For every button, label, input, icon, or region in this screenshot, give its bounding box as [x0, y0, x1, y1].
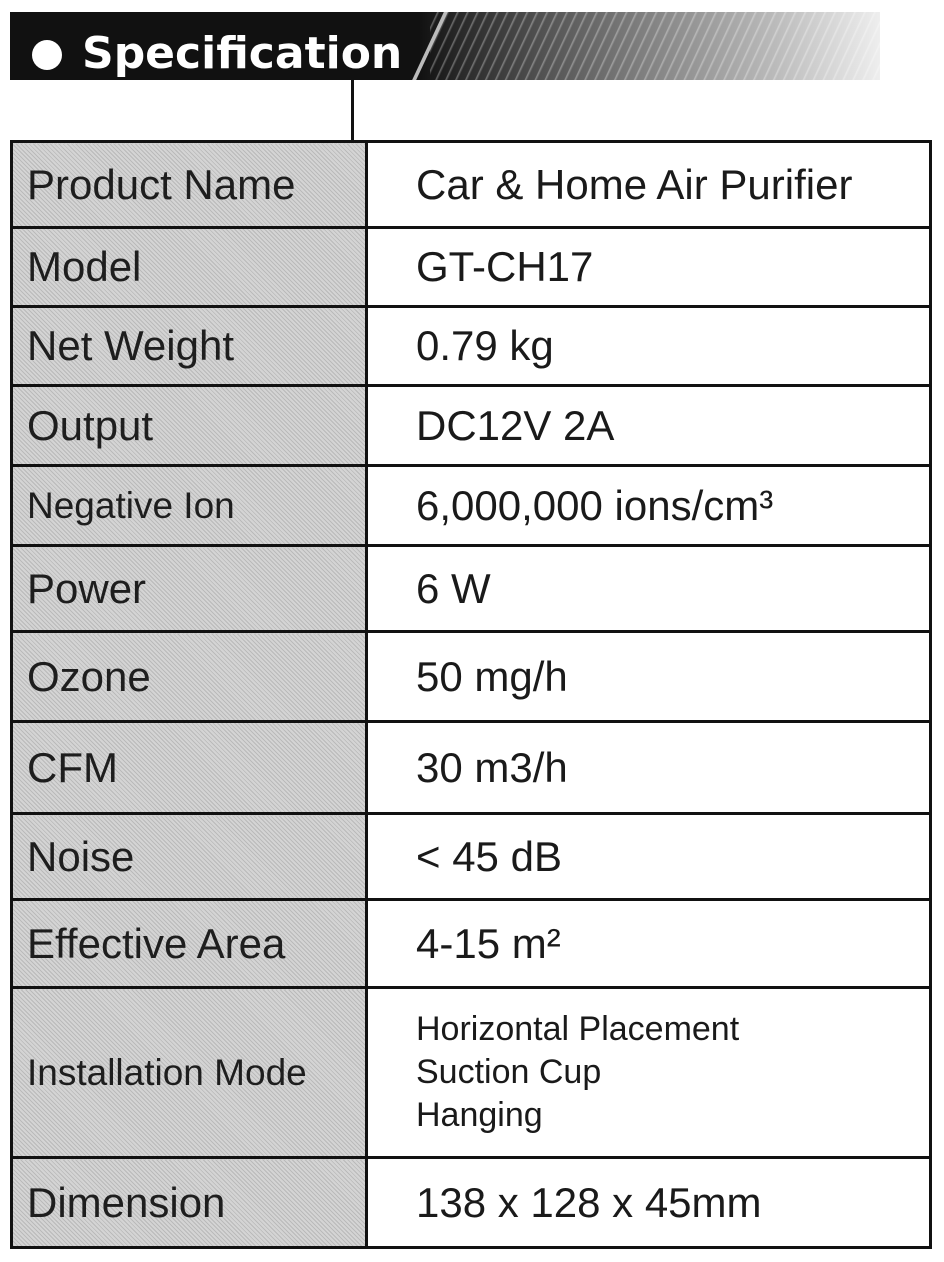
spec-label: Dimension: [12, 1158, 367, 1248]
spec-value: GT-CH17: [367, 228, 931, 307]
spec-value: 30 m3/h: [367, 722, 931, 814]
spec-row-model: [12, 228, 931, 307]
spec-row-output: [12, 386, 931, 466]
spec-value-line: Suction Cup: [416, 1053, 602, 1091]
spec-label: Product Name: [12, 142, 367, 228]
spec-value: 4-15 m²: [367, 900, 931, 988]
spec-row-installation-mode: [12, 988, 931, 1158]
spec-value: Car & Home Air Purifier: [367, 142, 931, 228]
spec-row-noise: [12, 814, 931, 900]
spec-label: Output: [12, 386, 367, 466]
spec-row-power: [12, 546, 931, 632]
spec-label: Model: [12, 228, 367, 307]
spec-row-net-weight: [12, 307, 931, 386]
banner-stripes: [430, 12, 880, 80]
header-banner: [10, 12, 880, 80]
spec-value-line: Horizontal Placement: [416, 1010, 740, 1048]
spec-row-ozone: [12, 632, 931, 722]
spec-label: Noise: [12, 814, 367, 900]
header-connector-line: [351, 80, 354, 142]
spec-value: 50 mg/h: [367, 632, 931, 722]
spec-label: Effective Area: [12, 900, 367, 988]
spec-label: Net Weight: [12, 307, 367, 386]
spec-row-effective-area: [12, 900, 931, 988]
page-title: Specification: [82, 28, 403, 79]
spec-value: 138 x 128 x 45mm: [367, 1158, 931, 1248]
bullet-icon: [32, 40, 62, 70]
spec-row-product-name: [12, 142, 931, 228]
spec-value: 6 W: [367, 546, 931, 632]
spec-row-cfm: [12, 722, 931, 814]
spec-value: DC12V 2A: [367, 386, 931, 466]
spec-label: Negative Ion: [12, 466, 367, 546]
spec-row-dimension: [12, 1158, 931, 1248]
spec-row-negative-ion: [12, 466, 931, 546]
spec-label: Installation Mode: [12, 988, 367, 1158]
spec-label: Power: [12, 546, 367, 632]
spec-value-line: Hanging: [416, 1096, 543, 1134]
spec-value: 0.79 kg: [367, 307, 931, 386]
spec-value: < 45 dB: [367, 814, 931, 900]
spec-value: 6,000,000 ions/cm³: [367, 466, 931, 546]
spec-value-list: [367, 988, 931, 1158]
spec-table: [10, 140, 932, 1249]
spec-label: CFM: [12, 722, 367, 814]
spec-label: Ozone: [12, 632, 367, 722]
